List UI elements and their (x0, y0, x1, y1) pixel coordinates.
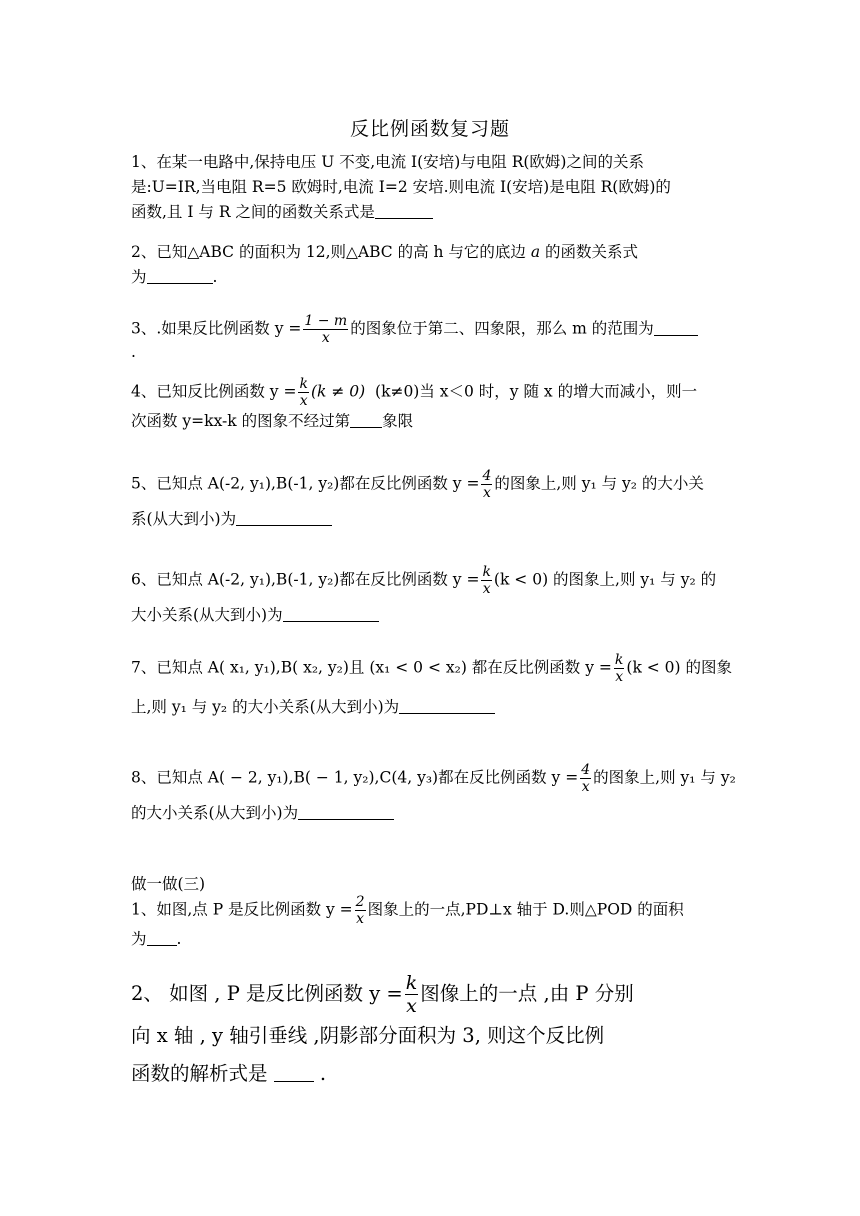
q8-fraction (580, 762, 591, 795)
q5-line1 (131, 468, 731, 501)
section-question-1 (131, 894, 731, 952)
q4-line2-end: 象限 (382, 412, 414, 430)
q1-line3-text: 函数,且 I 与 R 之间的函数关系式是 (131, 203, 375, 221)
q5-line2 (131, 507, 731, 532)
q4-fraction (298, 376, 308, 409)
q1-line3 (131, 200, 731, 225)
q5-pre: 5、已知点 A(-2, y₁),B(-1, y₂)都在反比例函数 y = (131, 474, 480, 493)
s2-pre: 2、 如图 , P 是反比例函数 y = (131, 982, 403, 1005)
q3-fraction (303, 313, 348, 346)
s2-line3 (131, 1055, 731, 1093)
q2-line2 (131, 265, 731, 290)
q2-line2-text: 为 (131, 268, 147, 286)
q6-pre: 6、已知点 A(-2, y₁),B(-1, y₂)都在反比例函数 y = (131, 570, 480, 589)
q1-line1: 1、在某一电路中,保持电压 U 不变,电流 I(安培)与电阻 R(欧姆)之间的关系 (131, 153, 644, 171)
s1-fraction (355, 894, 366, 927)
fraction-numerator: 4 (581, 762, 591, 778)
s2-line2: 向 x 轴 , y 轴引垂线 ,阴影部分面积为 3, 则这个反比例 (131, 1024, 605, 1047)
fraction-denominator: x (482, 485, 491, 501)
question-5 (131, 468, 731, 532)
answer-blank[interactable] (283, 605, 379, 622)
question-2 (131, 240, 731, 290)
q7-post: (k < 0) 的图象 (626, 658, 733, 677)
q3-post: 的图象位于第二、四象限，那么 m 的范围为 (350, 319, 654, 338)
s1-line2 (131, 927, 731, 952)
q8-post: 的图象上,则 y₁ 与 y₂ (593, 768, 736, 787)
question-3 (131, 313, 731, 361)
s2-post: 图像上的一点 ,由 P 分别 (420, 982, 634, 1005)
section-question-2 (131, 972, 731, 1093)
answer-blank[interactable] (298, 803, 394, 820)
answer-blank[interactable] (654, 319, 698, 336)
q4-line1 (131, 376, 731, 409)
fraction-denominator: x (615, 669, 624, 685)
fraction-denominator: x (581, 779, 590, 795)
question-6 (131, 564, 731, 628)
q1-line2: 是:U=IR,当电阻 R=5 欧姆时,电流 I=2 安培.则电流 I(安培)是电阻 R(欧姆)的 (131, 178, 671, 196)
fraction-numerator: k (482, 564, 491, 580)
q4-condition: (k ≠ 0) (310, 382, 366, 401)
fraction-denominator: x (299, 393, 308, 409)
q7-line2 (131, 695, 731, 720)
answer-blank[interactable] (399, 697, 495, 714)
q5-fraction (481, 468, 492, 501)
q3-end: . (131, 343, 136, 361)
q3-pre: 3、.如果反比例函数 y = (131, 319, 302, 338)
s1-line2-text: 为 (131, 930, 147, 948)
s1-post: 图象上的一点,PD⊥x 轴于 D.则△POD 的面积 (367, 900, 684, 919)
q6-fraction (481, 564, 491, 597)
fraction-numerator: 1 − m (304, 313, 348, 329)
question-1 (131, 150, 731, 225)
q5-line2-text: 系(从大到小)为 (131, 510, 237, 528)
fraction-numerator: k (405, 972, 418, 994)
q8-line1 (131, 762, 736, 795)
answer-blank[interactable] (350, 411, 382, 428)
q7-line2-text: 上,则 y₁ 与 y₂ 的大小关系(从大到小)为 (131, 698, 400, 716)
answer-blank[interactable] (147, 929, 177, 946)
s1-end: . (176, 930, 182, 948)
fraction-denominator: x (406, 995, 417, 1017)
section-title: 做一做(三) (131, 875, 206, 893)
answer-blank[interactable] (147, 267, 213, 284)
q8-pre: 8、已知点 A( − 2, y₁),B( − 1, y₂),C(4, y₃)都在反比例函数 y = (131, 768, 579, 787)
page-title: 反比例函数复习题 (349, 118, 510, 140)
q5-post: 的图象上,则 y₁ 与 y₂ 的大小关 (494, 474, 704, 493)
fraction-denominator: x (321, 330, 330, 346)
q6-post: (k < 0) 的图象上,则 y₁ 与 y₂ 的 (493, 570, 717, 589)
q4-post: (k≠0)当 x＜0 时，y 随 x 的增大而减小，则一 (375, 382, 698, 401)
q6-line2-text: 大小关系(从大到小)为 (131, 606, 283, 624)
fraction-numerator: k (614, 652, 624, 668)
s2-line3-text: 函数的解析式是 (131, 1062, 274, 1085)
q7-fraction (614, 652, 624, 685)
q7-pre: 7、已知点 A( x₁, y₁),B( x₂, y₂)且 (x₁ < 0 < x₂) 都在反比例函数 y = (131, 658, 612, 677)
q2-variable: a (530, 243, 541, 261)
fraction-denominator: x (356, 911, 365, 927)
s1-pre: 1、如图,点 P 是反比例函数 y = (131, 900, 353, 919)
q7-line1 (131, 652, 731, 685)
q4-line2 (131, 409, 731, 434)
q2-end: . (212, 268, 218, 286)
answer-blank[interactable] (375, 202, 433, 219)
fraction-numerator: k (299, 376, 308, 392)
fraction-numerator: 4 (482, 468, 492, 484)
q4-line2-text: 次函数 y=kx-k 的图象不经过第 (131, 412, 351, 430)
fraction-numerator: 2 (355, 894, 365, 910)
s2-line3-end: . (313, 1062, 327, 1085)
question-7 (131, 652, 731, 720)
s2-fraction (405, 972, 419, 1017)
q2-text-a: 2、已知△ABC 的面积为 12,则△ABC 的高 h 与它的底边 (131, 243, 531, 261)
q2-line1 (131, 240, 731, 265)
fraction-denominator: x (482, 581, 491, 597)
question-8 (131, 762, 736, 826)
q6-line1 (131, 564, 731, 597)
question-4 (131, 376, 731, 434)
q6-line2 (131, 603, 731, 628)
q8-line2 (131, 801, 731, 826)
q8-line2-text: 的大小关系(从大到小)为 (131, 804, 299, 822)
q2-text-b: 的函数关系式 (540, 243, 639, 261)
s2-line1 (131, 972, 731, 1017)
answer-blank[interactable] (274, 1061, 314, 1082)
s1-line1 (131, 894, 731, 927)
q3-line1 (131, 313, 731, 346)
q4-pre: 4、已知反比例函数 y = (131, 382, 297, 401)
answer-blank[interactable] (236, 509, 332, 526)
